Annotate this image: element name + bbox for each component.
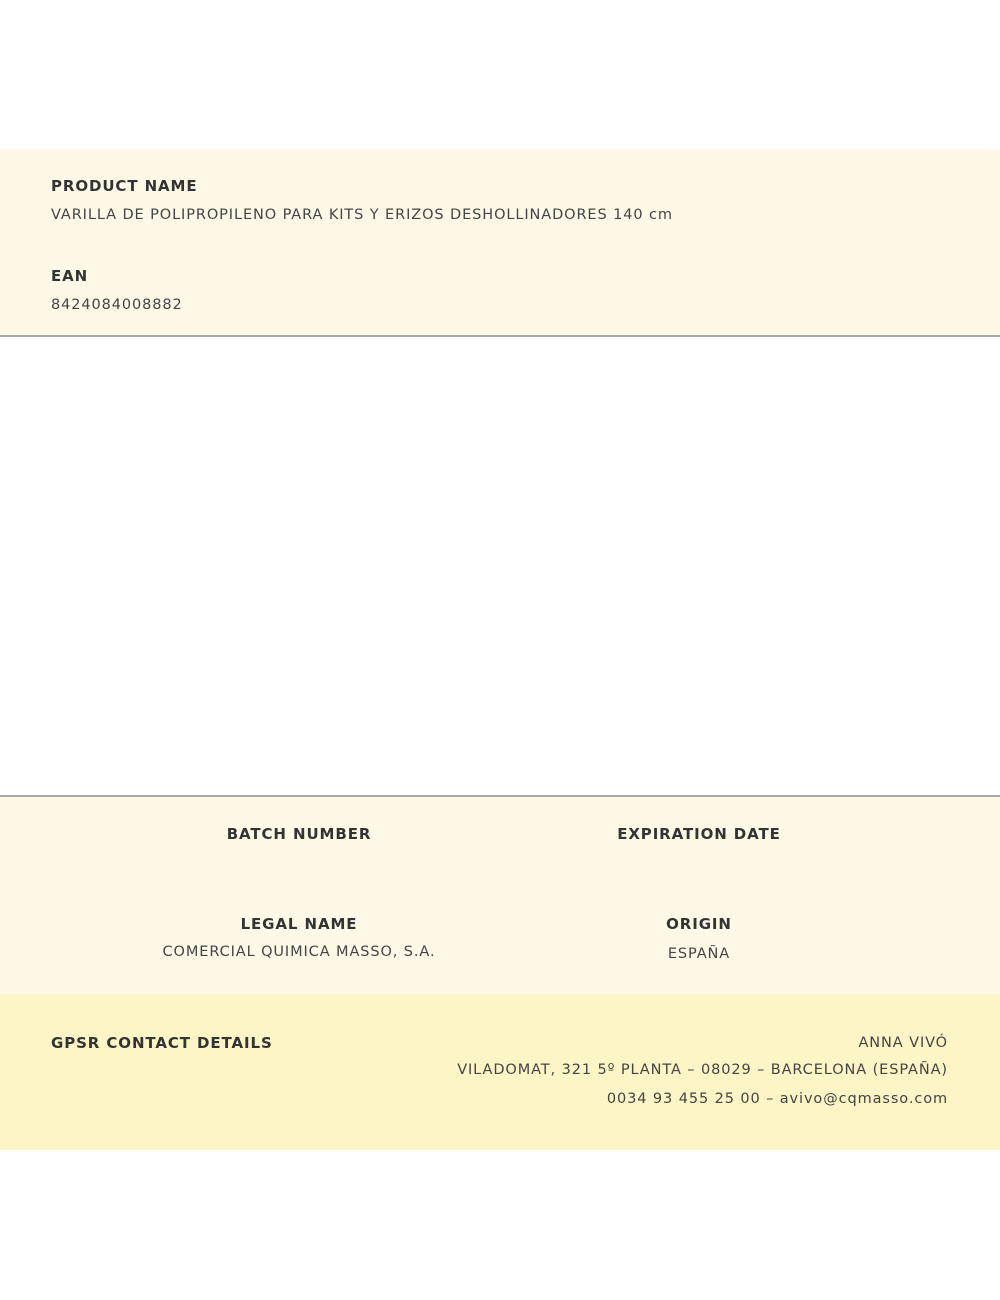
gpsr-contact-label: GPSR CONTACT DETAILS bbox=[51, 1034, 273, 1052]
batch-number-label: BATCH NUMBER bbox=[226, 825, 372, 843]
contact-address: VILADOMAT, 321 5º PLANTA – 08029 – BARCELONA (ESPAÑA) bbox=[457, 1062, 948, 1078]
legal-name-value: COMERCIAL QUIMICA MASSO, S.A. bbox=[162, 944, 436, 960]
origin-label: ORIGIN bbox=[666, 915, 732, 933]
product-details-section bbox=[0, 795, 1000, 996]
product-info-section bbox=[0, 150, 1000, 337]
product-name-value: VARILLA DE POLIPROPILENO PARA KITS Y ERIZOS DESHOLLINADORES 140 cm bbox=[51, 207, 673, 223]
gpsr-contact-section bbox=[0, 994, 1000, 1150]
legal-name-label: LEGAL NAME bbox=[240, 915, 358, 933]
ean-label: EAN bbox=[51, 267, 89, 285]
origin-value: ESPAÑA bbox=[667, 946, 731, 962]
expiration-date-label: EXPIRATION DATE bbox=[617, 825, 781, 843]
product-name-label: PRODUCT NAME bbox=[51, 177, 198, 195]
contact-phone-email: 0034 93 455 25 00 – avivo@cqmasso.com bbox=[606, 1091, 948, 1107]
contact-person: ANNA VIVÓ bbox=[858, 1035, 948, 1051]
ean-value: 8424084008882 bbox=[51, 297, 183, 313]
